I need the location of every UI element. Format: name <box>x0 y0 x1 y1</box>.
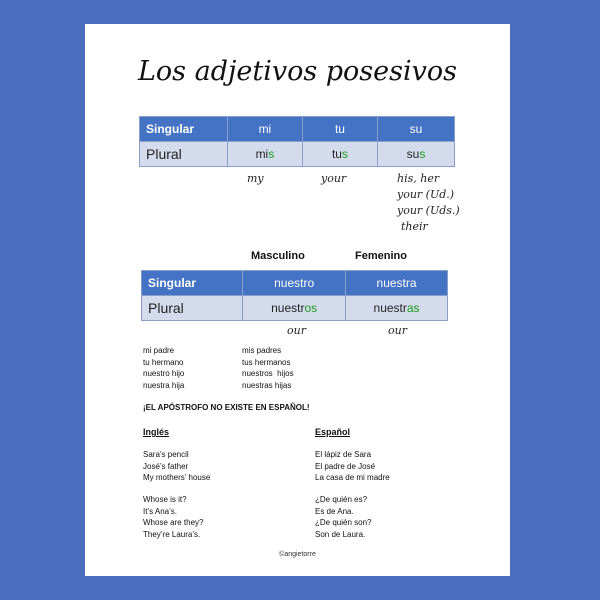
stem: su <box>406 147 420 161</box>
translation-your: your <box>321 172 347 185</box>
espanol-heading: Español <box>315 427 351 437</box>
ending: s <box>268 147 275 161</box>
translation-our-f: our <box>388 324 407 337</box>
cell-tu: tu <box>302 117 377 142</box>
examples-plural-list <box>242 345 294 391</box>
col-femenino: Femenino <box>355 250 407 262</box>
list-item: mis padres <box>242 346 282 355</box>
ingles-block-1 <box>143 449 210 484</box>
list-item: Whose are they? <box>143 518 204 527</box>
table2-plural-row <box>142 296 448 321</box>
cell-sus <box>377 142 454 167</box>
translation-their: their <box>401 220 428 233</box>
cell-mi: mi <box>227 117 302 142</box>
list-item: mi padre <box>143 346 175 355</box>
list-item: Sara’s pencil <box>143 450 189 459</box>
list-item: Es de Ana. <box>315 506 354 516</box>
cell-tus <box>302 142 377 167</box>
espanol-block-1 <box>315 449 390 484</box>
translation-your-uds: your (Uds.) <box>397 204 460 217</box>
possessive-table-1 <box>139 116 455 167</box>
apostrophe-note: ¡EL APÓSTROFO NO EXISTE EN ESPAÑOL! <box>143 403 310 412</box>
list-item: nuestros hijos <box>242 369 294 378</box>
list-item: nuestra hija <box>143 380 185 390</box>
list-item: My mothers’ house <box>143 473 211 482</box>
singular-label: Singular <box>142 271 243 296</box>
list-item: Son de Laura. <box>315 529 366 539</box>
copyright-footer: ©angietorre <box>279 551 316 558</box>
cell-nuestra: nuestra <box>346 271 448 296</box>
list-item: El padre de José <box>315 461 376 471</box>
list-item: nuestras hijas <box>242 380 292 390</box>
ingles-heading: Inglés <box>143 427 170 437</box>
list-item: El lápiz de Sara <box>315 450 372 459</box>
table2-singular-row <box>142 271 448 296</box>
translation-your-ud: your (Ud.) <box>397 188 455 201</box>
ending: as <box>406 301 420 315</box>
list-item: nuestro hijo <box>143 369 185 378</box>
list-item: Whose is it? <box>143 495 187 504</box>
ending: s <box>419 147 426 161</box>
list-item: It’s Ana’s. <box>143 506 177 516</box>
plural-label: Plural <box>142 296 243 321</box>
cell-su: su <box>377 117 454 142</box>
cell-nuestros <box>243 296 346 321</box>
stem: nuestr <box>271 301 305 315</box>
table1-plural-row <box>140 142 455 167</box>
page-title: Los adjetivos posesivos <box>137 56 458 87</box>
examples-singular-list <box>143 345 184 391</box>
ingles-block-2 <box>143 494 203 540</box>
list-item: La casa de mi madre <box>315 473 390 482</box>
col-masculino: Masculino <box>251 250 305 262</box>
table1-singular-row <box>140 117 455 142</box>
list-item: ¿De quién son? <box>315 518 372 527</box>
worksheet-page <box>85 24 510 576</box>
translation-my: my <box>247 172 264 185</box>
ending: os <box>304 301 318 315</box>
cell-nuestras <box>346 296 448 321</box>
espanol-block-2 <box>315 494 371 540</box>
list-item: ¿De quién es? <box>315 495 368 504</box>
translation-our-m: our <box>287 324 306 337</box>
list-item: José’s father <box>143 461 189 471</box>
list-item: tus hermanos <box>242 357 291 367</box>
stem: tu <box>331 147 342 161</box>
cell-mis <box>227 142 302 167</box>
stem: nuestr <box>373 301 407 315</box>
list-item: They’re Laura’s. <box>143 529 201 539</box>
translation-his-her: his, her <box>397 172 440 185</box>
plural-label: Plural <box>140 142 228 167</box>
stem: mi <box>255 147 269 161</box>
list-item: tu hermano <box>143 357 184 367</box>
ending: s <box>341 147 348 161</box>
possessive-table-2 <box>141 270 448 321</box>
cell-nuestro: nuestro <box>243 271 346 296</box>
singular-label: Singular <box>140 117 228 142</box>
